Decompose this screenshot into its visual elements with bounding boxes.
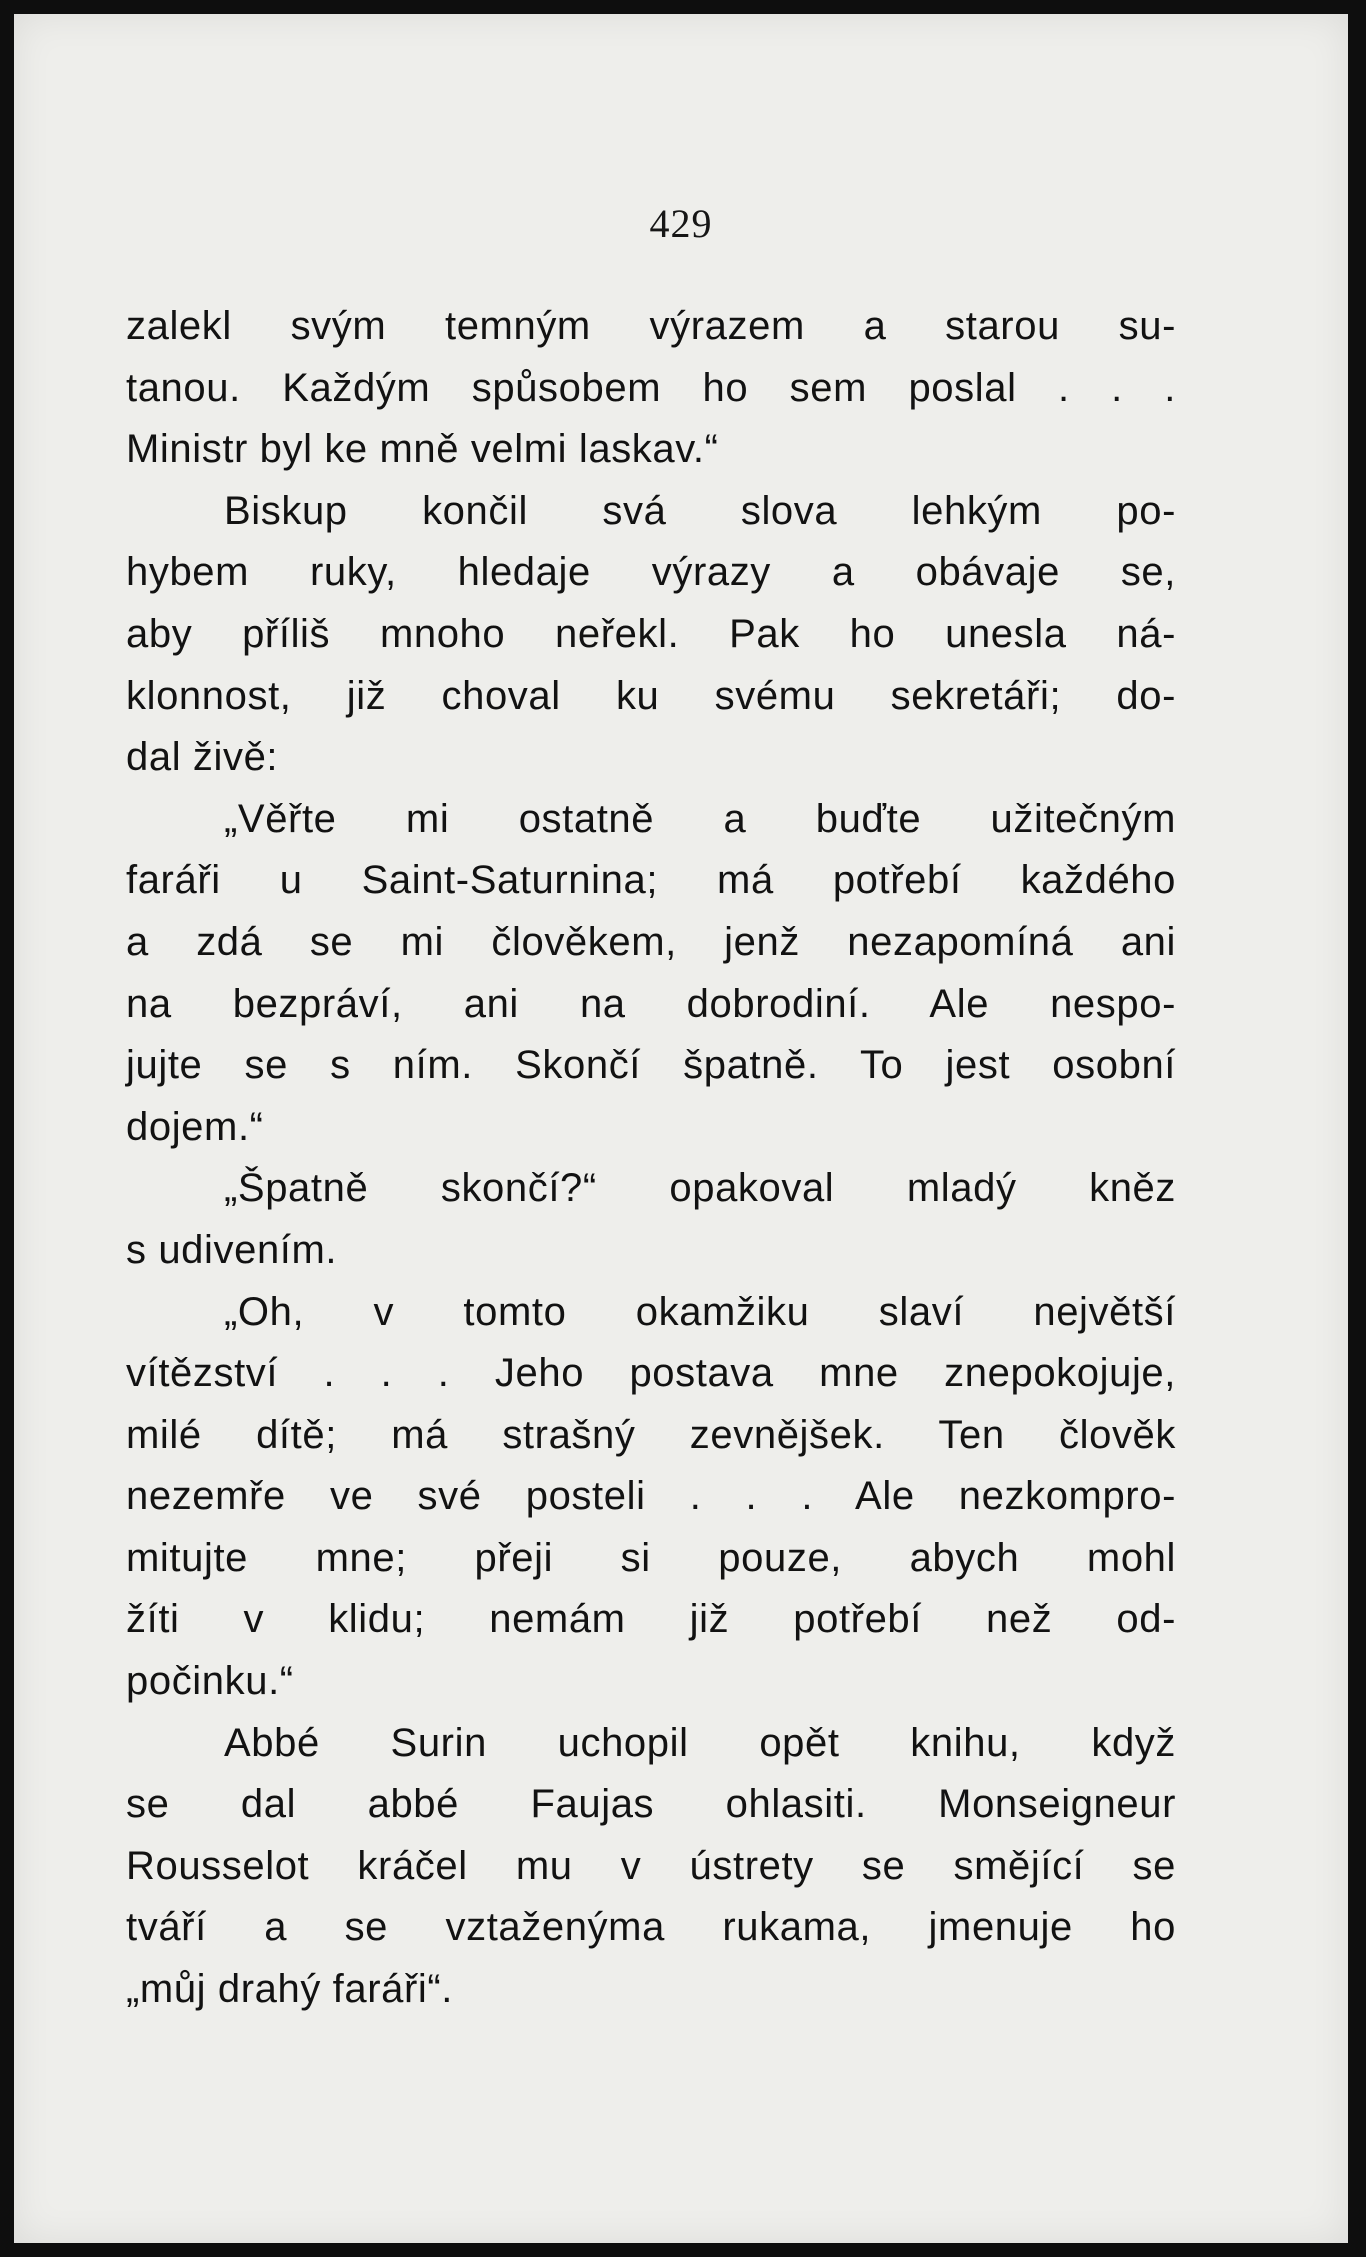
text-line: se dal abbé Faujas ohlasiti. Monseigneur	[126, 1782, 1176, 1827]
text-line: a zdá se mi člověkem, jenž nezapomíná ani	[126, 919, 1176, 964]
text-line: dal živě:	[126, 735, 279, 780]
text-line: nezemře ve své posteli . . . Ale nezkompro-	[126, 1474, 1176, 1519]
text-line: Biskup končil svá slova lehkým po-	[224, 488, 1176, 533]
text-line: tváří a se vztaženýma rukama, jmenuje ho	[126, 1905, 1176, 1950]
text-line: hybem ruky, hledaje výrazy a obávaje se,	[126, 550, 1176, 595]
text-line: žíti v klidu; nemám již potřebí než od-	[126, 1597, 1176, 1642]
text-line: tanou. Každým spůsobem ho sem poslal . . .	[126, 365, 1176, 410]
text-line: aby příliš mnoho neřekl. Pak ho unesla ná-	[126, 611, 1176, 656]
text-line: mitujte mne; přeji si pouze, abych mohl	[126, 1535, 1176, 1580]
text-line: „Oh, v tomto okamžiku slaví největší	[224, 1289, 1176, 1334]
text-line: počinku.“	[126, 1659, 294, 1704]
text-line: Abbé Surin uchopil opět knihu, když	[224, 1720, 1176, 1765]
text-line: Ministr byl ke mně velmi laskav.“	[126, 427, 719, 472]
book-page	[14, 14, 1348, 2243]
text-line: vítězství . . . Jeho postava mne znepokojuje,	[126, 1351, 1176, 1396]
text-line: dojem.“	[126, 1104, 264, 1149]
text-line: „Věřte mi ostatně a buďte užitečným	[224, 796, 1176, 841]
text-line: jujte se s ním. Skončí špatně. To jest osobní	[126, 1043, 1176, 1088]
page-number: 429	[649, 201, 713, 246]
text-line: na bezpráví, ani na dobrodiní. Ale nespo-	[126, 981, 1176, 1026]
text-line: faráři u Saint-Saturnina; má potřebí každého	[126, 858, 1176, 903]
text-line: „Špatně skončí?“ opakoval mladý kněz	[224, 1166, 1176, 1211]
text-line: s udivením.	[126, 1227, 338, 1272]
text-line: zalekl svým temným výrazem a starou su-	[126, 304, 1176, 348]
text-line: milé dítě; má strašný zevnějšek. Ten člověk	[126, 1412, 1176, 1457]
text-line: „můj drahý faráři“.	[126, 1967, 454, 2012]
text-line: klonnost, již choval ku svému sekretáři; do-	[126, 673, 1176, 718]
text-line: Rousselot kráčel mu v ústrety se smějící se	[126, 1843, 1176, 1888]
body-text	[126, 296, 1176, 2021]
